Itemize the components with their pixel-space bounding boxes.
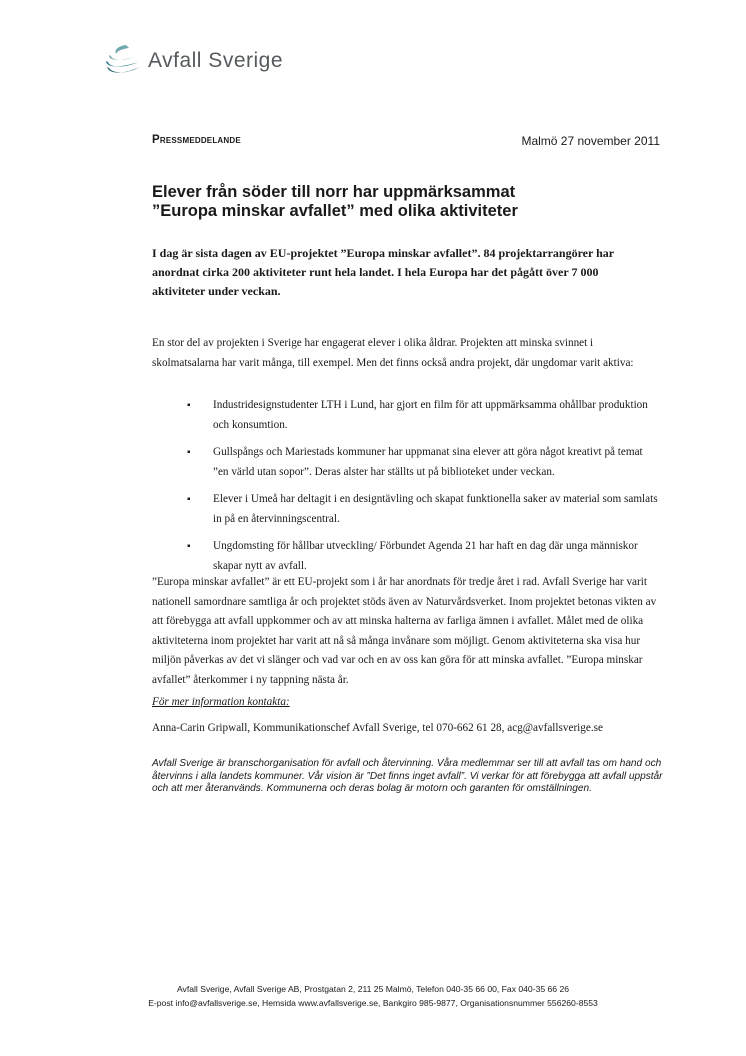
page-footer	[0, 982, 746, 1010]
contact-heading: För mer information kontakta:	[152, 696, 290, 708]
lead-paragraph: I dag är sista dagen av EU-projektet ”Europa minskar avfallet”. 84 projektarrangörer har anordnat cirka 200 aktiviteter runt hela landet. I hela Europa har det pågått över 7 000 aktiviteter under veckan.	[152, 246, 614, 298]
footer-address: Avfall Sverige, Avfall Sverige AB, Prostgatan 2, 211 25 Malmö, Telefon 040-35 66 00, Fax 040-35 66 26	[176, 984, 570, 994]
press-header	[152, 134, 660, 148]
swoosh-waves-icon	[104, 42, 142, 78]
bullet-icon: ▪	[187, 447, 191, 458]
list-item	[152, 537, 658, 576]
list-item-text: Industridesignstudenter LTH i Lund, har gjort en film för att uppmärksamma ohållbar produktion och konsumtion.	[213, 399, 648, 431]
headline-line-2: ”Europa minskar avfallet” med olika aktiviteter	[152, 202, 518, 220]
bullet-icon: ▪	[187, 541, 191, 552]
headline	[152, 183, 622, 221]
brand-name: Avfall Sverige	[148, 49, 284, 72]
body-paragraph: ”Europa minskar avfallet” är ett EU-projekt som i år har anordnats för tredje året i rad. Avfall Sverige har varit nationell samordnare samtliga år och projektet stöds även av Naturvårdsverket. Inom projektet betonas vikten av att förebygga att avfall uppkommer och av att minska halterna av farliga ämnen i avfallet. Målet med de olika aktiviteterna inom projektet har varit att nå så många invånare som möjligt. Genom aktiviteterna ska visa hur miljön påverkas av det vi slänger och vad var och en av oss kan göra för att minska avfallet. ”Europa minskar avfallet” återkommer i ny tappning nästa år.	[152, 576, 657, 686]
place-date: Malmö 27 november 2011	[521, 134, 660, 148]
list-item	[152, 443, 658, 482]
contact-details: Anna-Carin Gripwall, Kommunikationschef Avfall Sverige, tel 070-662 61 28, acg@avfallsverige.se	[152, 722, 603, 734]
bullet-icon: ▪	[187, 494, 191, 505]
document-type-label: Pressmeddelande	[152, 134, 241, 146]
activity-list	[152, 396, 658, 584]
list-item	[152, 396, 658, 435]
list-item-text: Ungdomsting för hållbar utveckling/ Förbundet Agenda 21 har haft en dag där unga människor skapar nytt av avfall.	[213, 540, 638, 572]
about-organisation: Avfall Sverige är branschorganisation för avfall och återvinning. Våra medlemmar ser till att avfall tas om hand och återvinns i alla landets kommuner. Vår vision är ”Det finns inget avfall”. Vi verkar för att förebygga att avfall uppstår och att mer återanvänds. Kommunerna och deras bolag är motorn och garanten för omställningen.	[152, 758, 663, 794]
list-item	[152, 490, 658, 529]
list-item-text: Gullspångs och Mariestads kommuner har uppmanat sina elever att göra något kreativt på temat ”en värld utan sopor”. Deras alster har ställts ut på biblioteket under veckan.	[213, 446, 643, 478]
list-item-text: Elever i Umeå har deltagit i en designtävling och skapat funktionella saker av material som samlats in på en återvinningscentral.	[213, 493, 658, 525]
brand-logo	[104, 42, 283, 78]
bullet-icon: ▪	[187, 400, 191, 411]
headline-line-1: Elever från söder till norr har uppmärksammat	[152, 183, 516, 201]
footer-contact: E-post info@avfallsverige.se, Hemsida www.avfallsverige.se, Bankgiro 985-9877, Organisationsnummer 556260-8553	[148, 998, 598, 1008]
intro-paragraph: En stor del av projekten i Sverige har engagerat elever i olika åldrar. Projekten att minska svinnet i skolmatsalarna har varit många, till exempel. Men det finns också andra projekt, där ungdomar varit aktiva:	[152, 337, 634, 369]
